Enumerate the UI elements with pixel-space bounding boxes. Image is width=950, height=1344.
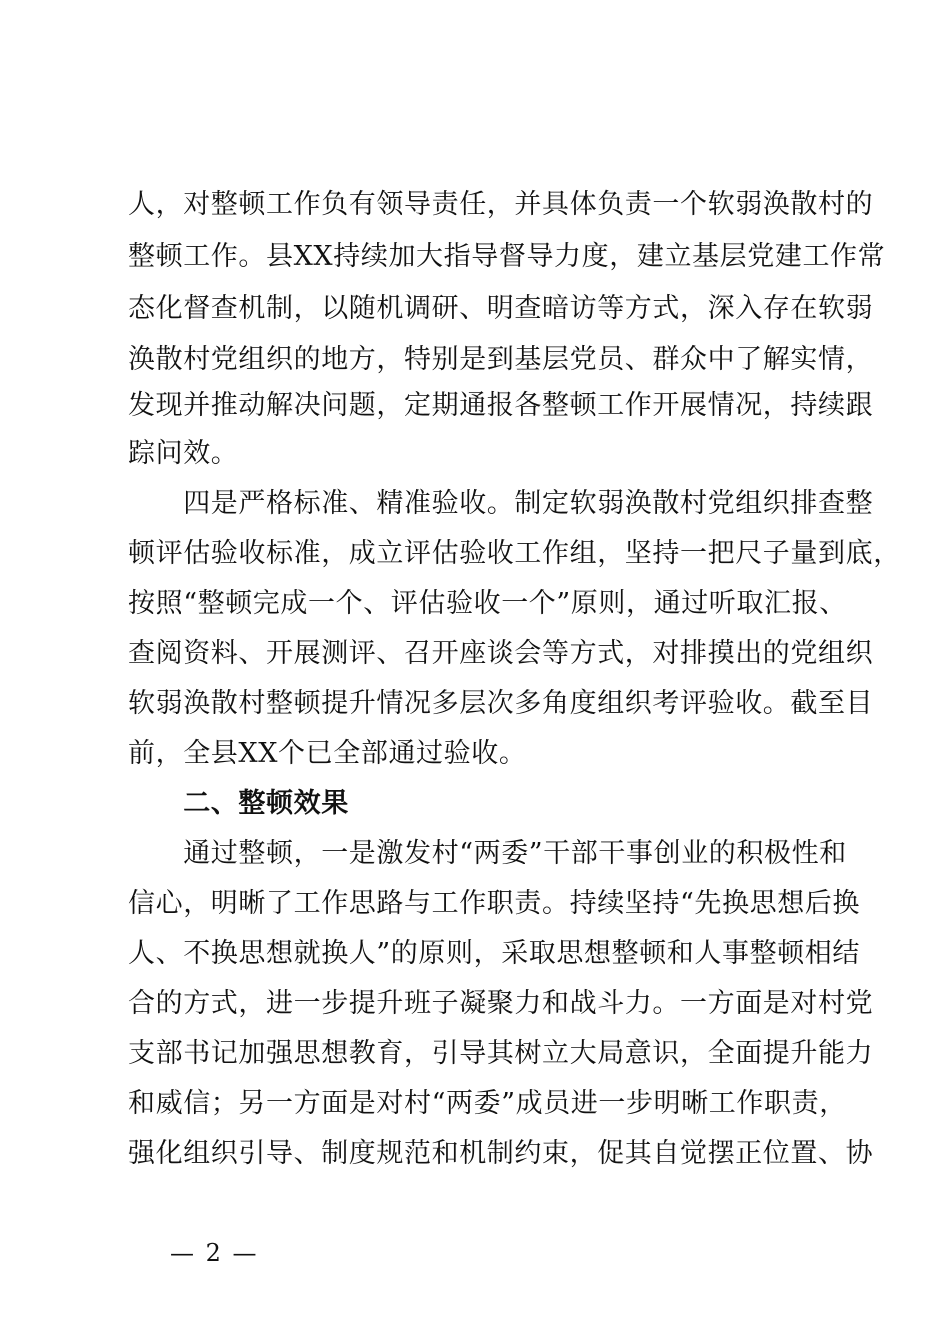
body-text-line: 查阅资料、开展测评、召开座谈会等方式，对排摸出的党组织 <box>128 638 874 669</box>
body-text-line: 和威信；另一方面是对村“两委”成员进一步明晰工作职责， <box>128 1088 847 1119</box>
page-number: — 2 — <box>170 1239 259 1267</box>
body-text-line: 顿评估验收标准，成立评估验收工作组，坚持一把尺子量到底， <box>128 538 901 569</box>
body-text-line: 软弱涣散村整顿提升情况多层次多角度组织考评验收。截至目 <box>128 688 874 719</box>
body-text-line: 踪问效。 <box>128 438 239 469</box>
body-text-line: 前，全县XX个已全部通过验收。 <box>128 738 527 769</box>
body-text-line: 强化组织引导、制度规范和机制约束，促其自觉摆正位置、协 <box>128 1138 874 1169</box>
body-text-line: 人、不换思想就换人”的原则，采取思想整顿和人事整顿相结 <box>128 938 861 969</box>
body-text-line: 四是严格标准、精准验收。制定软弱涣散村党组织排查整 <box>128 488 874 519</box>
body-text-line: 涣散村党组织的地方，特别是到基层党员、群众中了解实情， <box>128 344 874 375</box>
body-text-line: 通过整顿，一是激发村“两委”干部干事创业的积极性和 <box>128 838 847 869</box>
body-text-line: 支部书记加强思想教育，引导其树立大局意识，全面提升能力 <box>128 1038 874 1069</box>
body-text-line: 合的方式，进一步提升班子凝聚力和战斗力。一方面是对村党 <box>128 988 874 1019</box>
body-text-line: 信心，明晰了工作思路与工作职责。持续坚持“先换思想后换 <box>128 888 861 919</box>
body-text-line: 发现并推动解决问题，定期通报各整顿工作开展情况，持续跟 <box>128 390 874 421</box>
section-heading: 二、整顿效果 <box>128 788 349 819</box>
body-text-line: 按照“整顿完成一个、评估验收一个”原则，通过听取汇报、 <box>128 588 847 619</box>
body-text-line: 态化督查机制，以随机调研、明查暗访等方式，深入存在软弱 <box>128 293 874 324</box>
body-text-line: 整顿工作。县XX持续加大指导督导力度，建立基层党建工作常 <box>128 241 886 272</box>
body-text-line: 人，对整顿工作负有领导责任，并具体负责一个软弱涣散村的 <box>128 189 874 220</box>
